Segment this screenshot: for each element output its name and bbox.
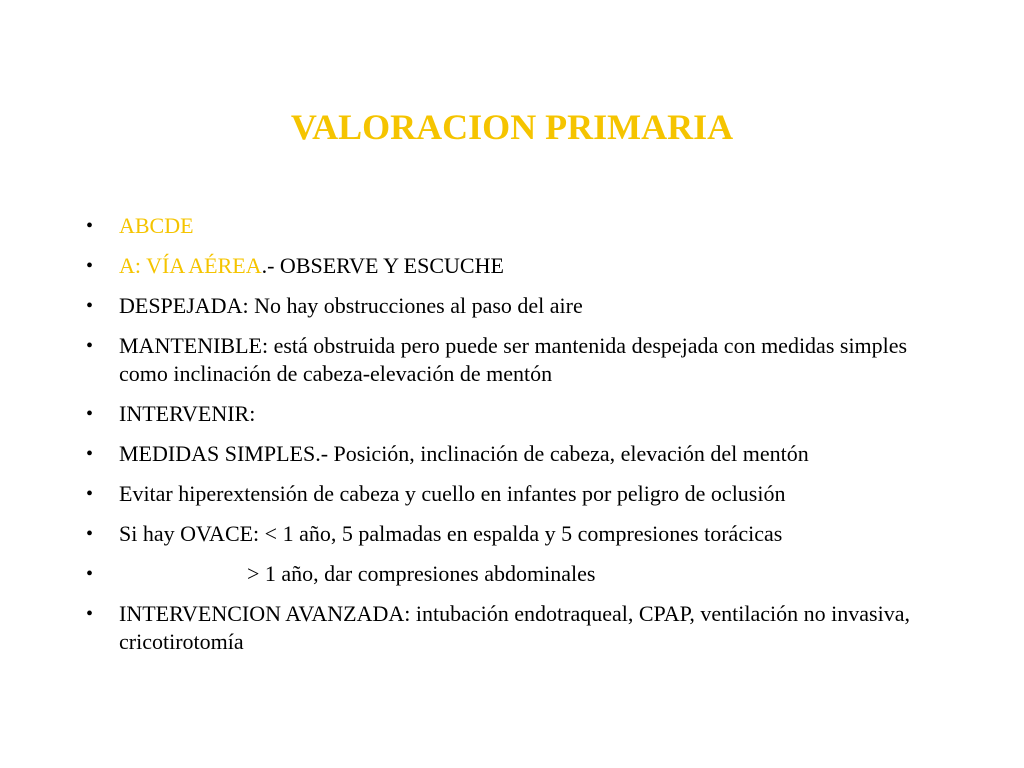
bullet-item [86,480,956,508]
bullet-text: .- OBSERVE Y ESCUCHE [261,253,504,278]
bullet-dot-icon: • [86,403,94,425]
bullet-highlight: A: VÍA AÉREA [119,253,262,278]
bullet-item [86,400,956,428]
bullet-dot-icon: • [86,295,94,317]
bullet-item [86,560,956,588]
bullet-item [86,252,956,280]
bullet-dot-icon: • [86,215,94,237]
bullet-item [86,520,956,548]
slide-title: VALORACION PRIMARIA [290,107,734,147]
bullet-item [86,292,956,320]
bullet-item [86,332,956,388]
bullet-list [86,212,956,668]
bullet-text: DESPEJADA: No hay obstrucciones al paso del aire [119,293,583,318]
bullet-item [86,600,956,656]
bullet-text: MANTENIBLE: está obstruida pero puede ser mantenida despejada con medidas simples como inclinación de cabeza-elevación de mentón [119,333,908,386]
bullet-dot-icon: • [86,523,94,545]
bullet-item [86,440,956,468]
bullet-text: INTERVENCION AVANZADA: intubación endotraqueal, CPAP, ventilación no invasiva, cricotirotomía [119,601,910,654]
bullet-dot-icon: • [86,603,94,625]
bullet-dot-icon: • [86,335,94,357]
bullet-highlight: ABCDE [119,213,194,238]
bullet-text: > 1 año, dar compresiones abdominales [247,561,596,586]
bullet-item [86,212,956,240]
bullet-text: INTERVENIR: [119,401,256,426]
bullet-dot-icon: • [86,563,94,585]
bullet-text: Si hay OVACE: < 1 año, 5 palmadas en espalda y 5 compresiones torácicas [119,521,783,546]
bullet-dot-icon: • [86,255,94,277]
bullet-dot-icon: • [86,483,94,505]
bullet-text: Evitar hiperextensión de cabeza y cuello en infantes por peligro de oclusión [119,481,786,506]
bullet-text: MEDIDAS SIMPLES.- Posición, inclinación de cabeza, elevación del mentón [119,441,809,466]
bullet-dot-icon: • [86,443,94,465]
